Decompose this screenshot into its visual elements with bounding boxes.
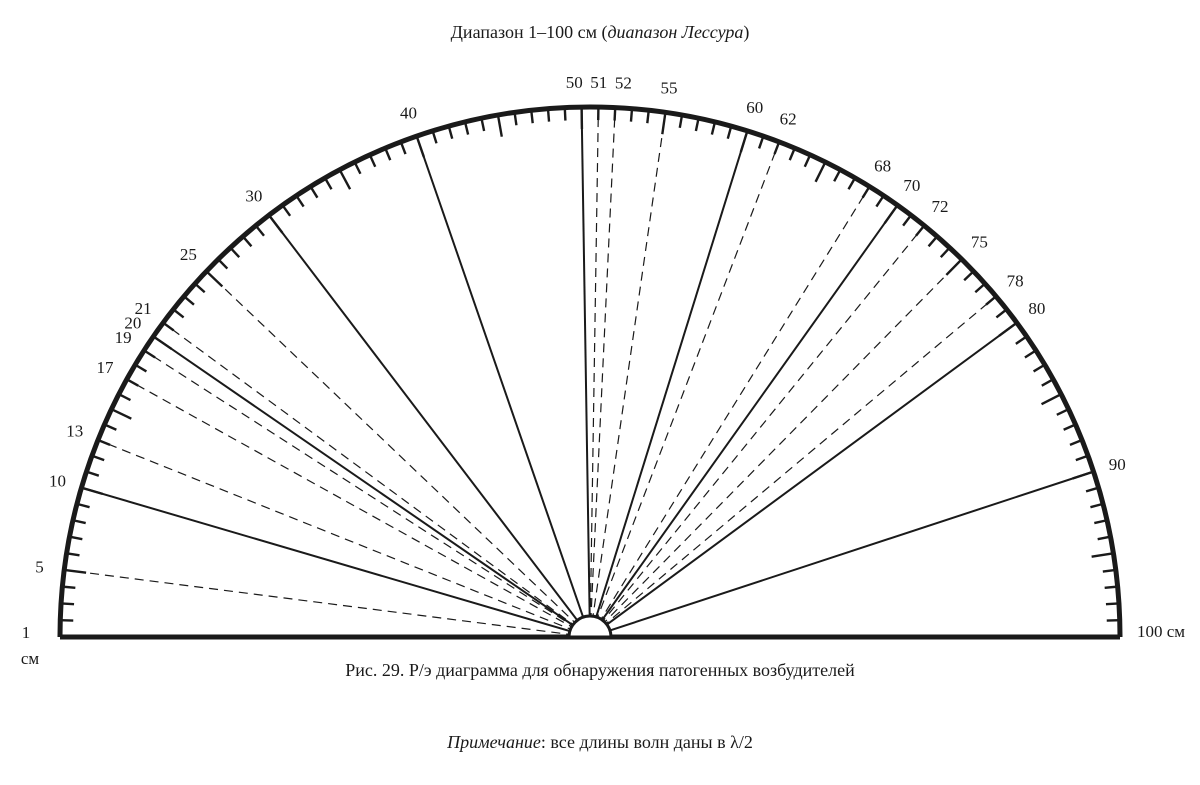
scale-tick-45 [498, 115, 502, 137]
scale-tick-55 [662, 112, 665, 134]
footnote [0, 732, 1200, 753]
rays-group [64, 107, 1093, 637]
title-italic: диапазон Лессура [607, 22, 744, 42]
scale-tick-60 [741, 131, 748, 152]
scale-label-75: 75 [970, 232, 988, 252]
scale-tick-85 [1042, 394, 1062, 404]
scale-tick-95 [1092, 553, 1114, 556]
scale-tick-90 [1073, 472, 1094, 479]
scale-label-70: 70 [903, 175, 921, 195]
dashed-ray-5 [64, 570, 590, 637]
right-end-label: 100 см [1137, 622, 1186, 641]
scale-label-90: 90 [1108, 454, 1126, 474]
scale-tick-25 [206, 271, 222, 286]
note-text: : все длины волн даны в λ/2 [540, 732, 753, 752]
solid-ray-60 [590, 131, 747, 637]
left-end-value: 1 [21, 623, 31, 642]
scale-label-13: 13 [66, 421, 84, 441]
scale-tick-20 [153, 336, 171, 348]
scale-tick-10 [81, 488, 102, 494]
scale-label-40: 40 [399, 103, 417, 123]
solid-ray-10 [81, 488, 590, 637]
scale-label-5: 5 [35, 557, 44, 577]
scale-tick-15 [111, 409, 131, 418]
scale-label-60: 60 [746, 98, 764, 118]
dashed-ray-52 [590, 108, 615, 637]
scale-tick-80 [999, 323, 1017, 336]
solid-ray-20 [153, 336, 590, 637]
dashed-ray-25 [206, 271, 590, 637]
scale-tick-35 [340, 170, 350, 189]
solid-ray-90 [590, 472, 1094, 637]
solid-ray-40 [417, 136, 590, 637]
scale-tick-40 [417, 136, 424, 157]
scale-tick-5 [64, 570, 86, 573]
solid-ray-80 [590, 323, 1017, 637]
protractor-arc [60, 107, 1120, 637]
scale-label-10: 10 [48, 471, 66, 491]
figure-caption: Рис. 29. Р/э диаграмма для обнаружения патогенных возбудителей [345, 660, 855, 680]
scale-label-78: 78 [1006, 271, 1024, 291]
title-suffix: ) [743, 22, 750, 42]
title-prefix: Диапазон 1–100 см ( [450, 22, 608, 42]
dashed-ray-21 [163, 323, 590, 637]
dashed-ray-75 [590, 259, 962, 637]
scale-label-25: 25 [179, 245, 197, 265]
scale-label-52: 52 [614, 73, 632, 93]
solid-ray-30 [269, 215, 590, 637]
scale-label-20: 20 [124, 313, 142, 333]
dashed-ray-55 [590, 112, 665, 637]
scale-label-68: 68 [874, 156, 892, 176]
left-end-unit: см [20, 649, 40, 668]
dashed-ray-19 [144, 350, 590, 637]
dashed-ray-17 [127, 379, 590, 637]
scale-label-30: 30 [245, 186, 263, 206]
scale-label-50: 50 [565, 73, 583, 93]
scale-label-62: 62 [779, 109, 797, 129]
scale-label-80: 80 [1028, 298, 1046, 318]
scale-tick-30 [269, 215, 282, 233]
note-label: Примечание [447, 732, 541, 752]
solid-ray-50 [582, 107, 590, 637]
dashed-ray-68 [590, 187, 869, 637]
dashed-ray-62 [590, 142, 779, 637]
scale-label-72: 72 [931, 197, 949, 217]
scale-label-17: 17 [96, 358, 114, 378]
dashed-ray-78 [590, 296, 996, 637]
scale-label-51: 51 [590, 73, 608, 93]
scale-label-19: 19 [114, 327, 132, 347]
scale-tick-75 [946, 259, 961, 275]
scale-label-55: 55 [660, 78, 678, 98]
scale-tick-65 [816, 162, 826, 182]
solid-ray-70 [590, 205, 897, 637]
scale-label-21: 21 [134, 298, 152, 318]
scale-tick-70 [885, 205, 898, 223]
